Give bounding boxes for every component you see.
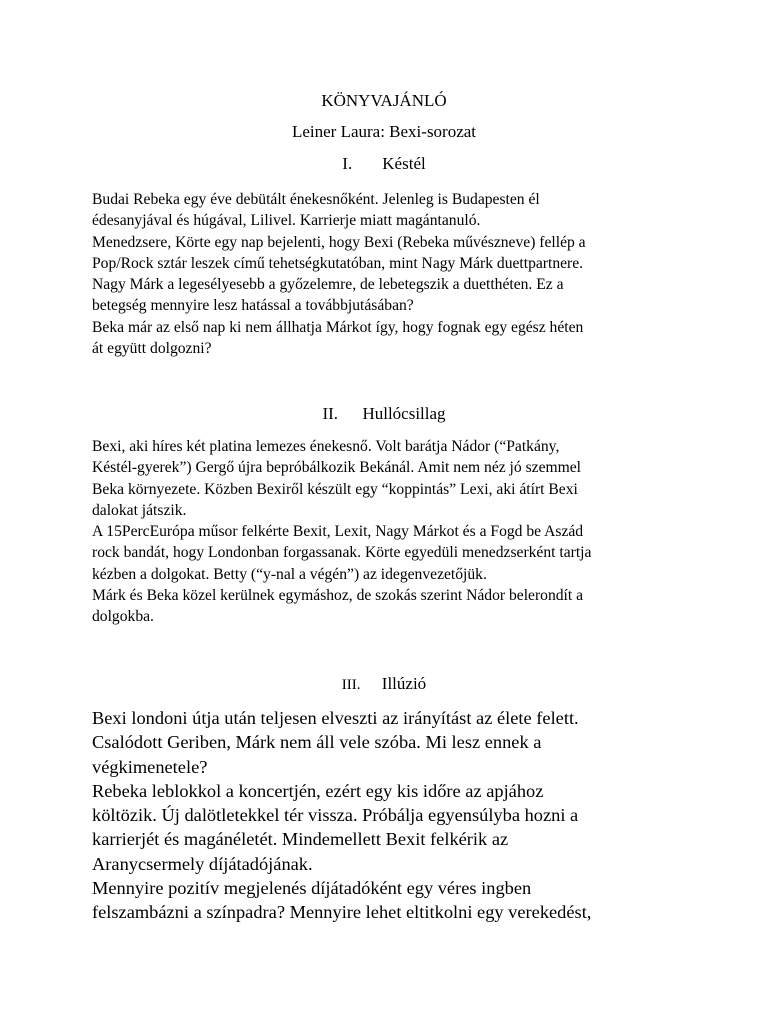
- paragraph-line: Csalódott Geriben, Márk nem áll vele szóba. Mi lesz ennek a: [92, 732, 542, 753]
- paragraph-line: Budai Rebeka egy éve debütált énekesnőként. Jelenleg is Budapesten él: [92, 191, 540, 208]
- section-name: Késtél: [382, 154, 426, 173]
- paragraph-line: Bexi londoni útja után teljesen elveszti az irányítást az élete felett.: [92, 708, 579, 728]
- section-heading-3: [0, 673, 768, 696]
- document-subtitle: Leiner Laura: Bexi-sorozat: [291, 122, 477, 141]
- section-paragraph-1: [92, 189, 712, 359]
- section-number: II.: [322, 404, 339, 423]
- paragraph-line: Márk és Beka közel kerülnek egymáshoz, de szokás szerint Nádor belerondít a: [92, 587, 584, 605]
- section-number: III.: [341, 677, 361, 693]
- section-heading-2: [0, 403, 768, 425]
- document-title: KÖNYVAJÁNLÓ: [321, 91, 447, 110]
- paragraph-line: Nagy Márk a legesélyesebb a győzelemre, de lebetegszik a duetthéten. Ez a: [92, 276, 564, 294]
- section-paragraph-2: [92, 436, 712, 628]
- paragraph-line: Beka már az első nap ki nem állhatja Márkot így, hogy fognak egy egész héten: [92, 318, 584, 336]
- section-name: Hullócsillag: [362, 404, 446, 423]
- section-number: I.: [342, 154, 353, 173]
- section-heading-1: [0, 153, 768, 175]
- paragraph-line: Aranycsermely díjátadójának.: [92, 853, 313, 874]
- paragraph-line: betegség mennyire lesz hatással a továbbjutásában?: [92, 297, 414, 315]
- paragraph-line: Rebeka leblokkol a koncertjén, ezért egy kis időre az apjához: [92, 780, 544, 801]
- paragraph-line: költözik. Új dalötletekkel tér vissza. Próbálja egyensúlyba hozni a: [92, 805, 579, 826]
- paragraph-line: végkimenetele?: [92, 756, 208, 777]
- paragraph-line: Beka környezete. Közben Bexiről készült egy “koppintás” Lexi, aki átírt Bexi: [92, 480, 578, 498]
- section-name: Illúzió: [381, 674, 427, 693]
- paragraph-line: Bexi, aki híres két platina lemezes énekesnő. Volt barátja Nádor (“Patkány,: [92, 438, 560, 455]
- paragraph-line: kézben a dolgokat. Betty (“y-nal a végén”) az idegenvezetőjük.: [92, 565, 487, 583]
- paragraph-line: dolgokba.: [92, 608, 154, 626]
- paragraph-line: A 15PercEurópa műsor felkérte Bexit, Lexit, Nagy Márkot és a Fogd be Aszád: [92, 523, 584, 541]
- section-paragraph-3: [92, 706, 712, 925]
- paragraph-line: karrierjét és magánéletét. Mindemellett Bexit felkérik az: [92, 829, 509, 850]
- paragraph-line: át együtt dolgozni?: [92, 340, 212, 358]
- paragraph-line: rock bandát, hogy Londonban forgassanak. Körte egyedüli menedzserként tartja: [92, 544, 592, 562]
- paragraph-line: Mennyire pozitív megjelenés díjátadóként egy véres ingben: [92, 878, 532, 899]
- paragraph-line: felszambázni a színpadra? Mennyire lehet eltitkolni egy verekedést,: [92, 902, 592, 923]
- paragraph-line: Pop/Rock sztár leszek című tehetségkutatóban, mint Nagy Márk duettpartnere.: [92, 254, 584, 272]
- paragraph-line: dalokat játszik.: [92, 501, 187, 519]
- paragraph-line: Menedzsere, Körte egy nap bejelenti, hogy Bexi (Rebeka művészneve) fellép a: [92, 233, 586, 251]
- paragraph-line: Késtél-gyerek”) Gergő újra bepróbálkozik Bekánál. Amit nem néz jó szemmel: [92, 459, 582, 477]
- paragraph-line: édesanyjával és húgával, Lilivel. Karrierje miatt magántanuló.: [92, 212, 481, 230]
